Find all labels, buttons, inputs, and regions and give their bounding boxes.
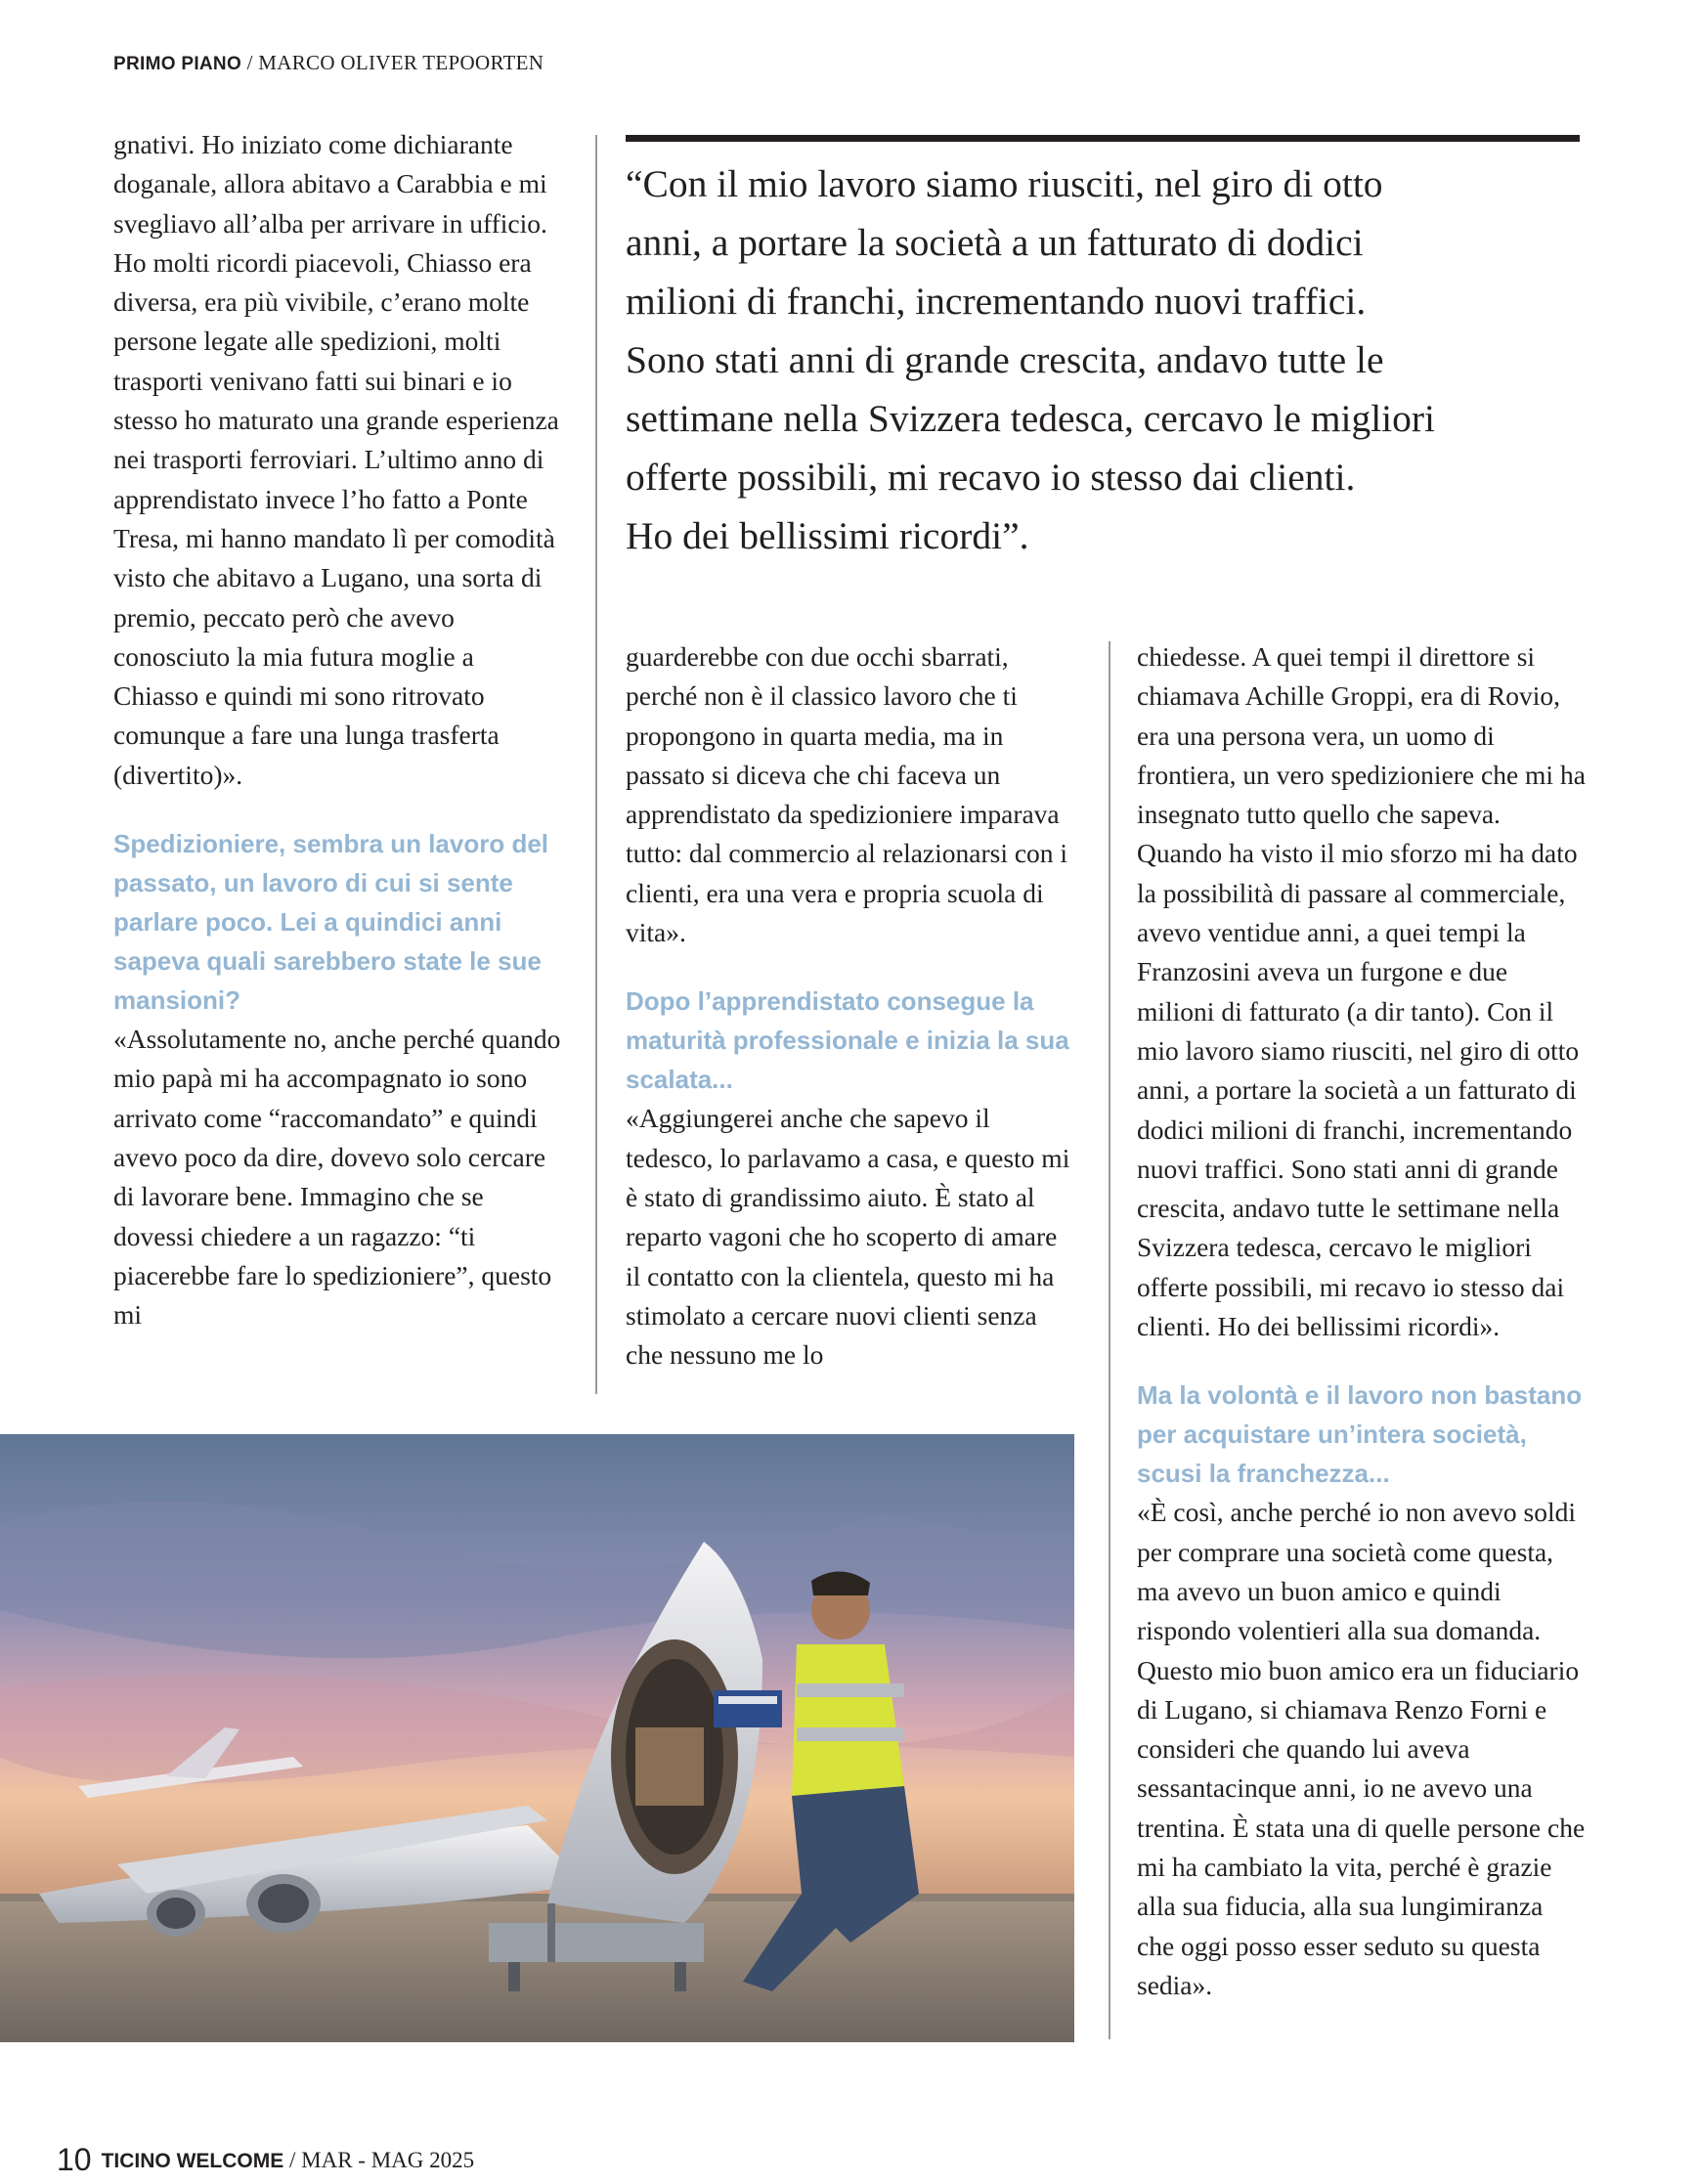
pull-quote-line: settimane nella Svizzera tedesca, cercavo le migliori: [626, 397, 1436, 440]
pull-quote-line: “Con il mio lavoro siamo riusciti, nel giro di otto: [626, 162, 1383, 205]
pull-quote-line: anni, a portare la società a un fatturato di dodici: [626, 221, 1364, 264]
page-footer: [57, 2142, 474, 2178]
body-paragraph: «Assolutamente no, anche perché quando mio papà mi ha accompagnato io sono arrivato come “raccomandato” e quindi avevo poco da dire, dovevo solo cercare di lavorare bene. Immagino che se dovessi chiedere a un ragazzo: “ti piacerebbe fare lo spedizioniere”, questo mi: [113, 1024, 561, 1331]
body-paragraph: «Aggiungerei anche che sapevo il tedesco, lo parlavamo a casa, e questo mi è stato di grandissimo aiuto. È stato al reparto vagoni che ho scoperto di amare il contatto con la clientela, questo mi ha stimolato a cercare nuovi clienti senza che nessuno me lo: [626, 1103, 1070, 1371]
issue-date: MAR - MAG 2025: [301, 2148, 475, 2172]
body-paragraph: chiedesse. A quei tempi il direttore si chiamava Achille Groppi, era di Rovio, era una persona vera, un uomo di frontiera, un vero spedizioniere che mi ha insegnato tutto quello che sapeva. Quando ha visto il mio sforzo mi ha dato la possibilità di passare al commerciale, avevo ventidue anni, a quei tempi la Franzosini aveva un furgone e due milioni di fatturato (a dir tanto). Con il mio lavoro siamo riusciti, nel giro di otto anni, a portare la società a un fatturato di dodici milioni di franchi, incrementando nuovi traffici. Sono stati anni di grande crescita, andavo tutte le settimane nella Svizzera tedesca, cercavo le migliori offerte possibili, mi recavo io stesso dai clienti. Ho dei bellissimi ricordi».: [1137, 641, 1586, 1342]
page-number: 10: [57, 2142, 92, 2177]
article-column-2: [626, 637, 1075, 1375]
column-rule-left: [595, 135, 597, 1394]
body-paragraph: gnativi. Ho iniziato come dichiarante doganale, allora abitavo a Carabbia e mi svegliavo all’alba per arrivare in ufficio. Ho molti ricordi piacevoli, Chiasso era diversa, era più vivibile, c’erano molte persone legate alle spedizioni, molti trasporti venivano fatti sui binari e io stesso ho maturato una grande esperienza nei trasporti ferroviari. L’ultimo anno di apprendistato invece l’ho fatto a Ponte Tresa, mi hanno mandato lì per comodità visto che abitavo a Lugano, una sorta di premio, peccato però che avevo conosciuto la mia futura moglie a Chiasso e quindi mi sono ritrovato comunque a fare una lunga trasferta (divertito)».: [113, 129, 559, 790]
pull-quote-line: Sono stati anni di grande crescita, andavo tutte le: [626, 338, 1384, 381]
running-header: [113, 51, 544, 75]
interview-question: Spedizioniere, sembra un lavoro del passato, un lavoro di cui si sente parlare poco. Lei a quindici anni sapeva quali sarebbero state le sue mansioni?: [113, 829, 549, 1016]
body-paragraph: «È così, anche perché io non avevo soldi per comprare una società come questa, ma avevo un buon amico e quindi rispondo volentieri alla sua domanda. Questo mio buon amico era un fiduciario di Lugano, si chiamava Renzo Forni e consideri che quando lui aveva sessantacinque anni, io ne avevo una trentina. È stata una di quelle persone che mi ha cambiato la vita, perché è grazie alla sua fiducia, alla sua lungimiranza che oggi posso esser seduto su questa sedia».: [1137, 1497, 1586, 2000]
magazine-name: TICINO WELCOME: [101, 2150, 284, 2172]
interview-question: Dopo l’apprendistato consegue la maturità professionale e inizia la sua scalata...: [626, 986, 1069, 1095]
interview-question: Ma la volontà e il lavoro non bastano per acquistare un’intera società, scusi la franchezza...: [1137, 1380, 1583, 1489]
cargo-plane-illustration: [0, 1434, 1074, 2042]
header-separator: /: [241, 51, 259, 74]
footer-separator: /: [283, 2148, 302, 2172]
pull-quote-line: Ho dei bellissimi ricordi”.: [626, 514, 1029, 557]
cargo-plane-photo: [0, 1434, 1074, 2042]
article-column-3: [1137, 637, 1587, 2005]
pull-quote: [626, 154, 1593, 565]
pull-quote-rule: [626, 135, 1580, 142]
column-rule-right: [1109, 641, 1110, 2039]
header-author: MARCO OLIVER TEPOORTEN: [258, 51, 544, 74]
body-paragraph: guarderebbe con due occhi sbarrati, perché non è il classico lavoro che ti propongono in quarta media, ma in passato si diceva che chi faceva un apprendistato da spedizioniere imparava tutto: dal commercio al relazionarsi con i clienti, era una vera e propria scuola di vita».: [626, 641, 1068, 948]
pull-quote-line: milioni di franchi, incrementando nuovi traffici.: [626, 280, 1367, 323]
pull-quote-line: offerte possibili, mi recavo io stesso dai clienti.: [626, 456, 1356, 499]
article-column-1: [113, 125, 563, 1334]
section-label: PRIMO PIANO: [113, 54, 242, 74]
